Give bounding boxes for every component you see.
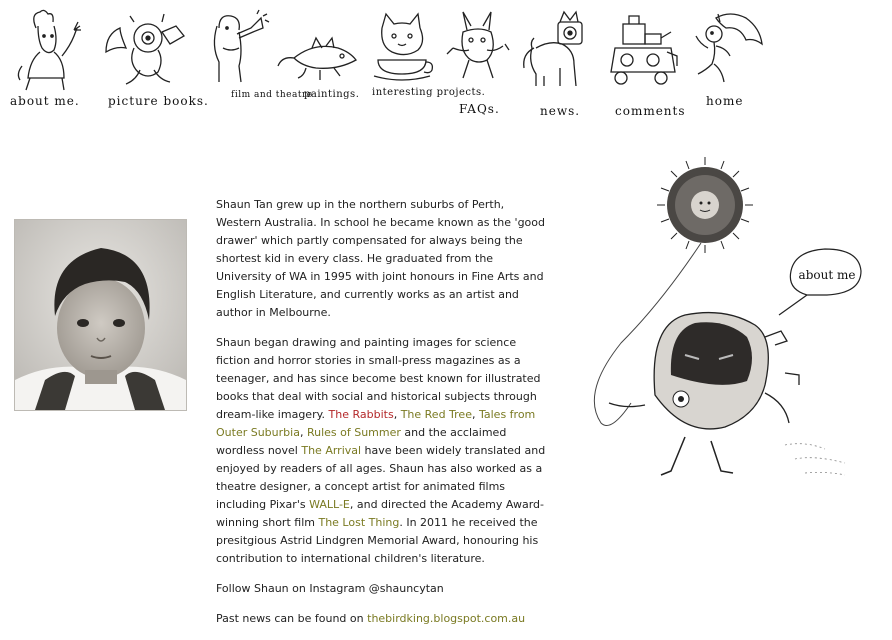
separator: , <box>471 408 479 421</box>
link-wall-e[interactable]: WALL-E <box>309 498 350 511</box>
bio-paragraph <box>216 196 546 322</box>
nav-picture-books[interactable] <box>100 8 209 120</box>
machine-icon <box>605 8 685 90</box>
separator: , <box>299 426 307 439</box>
link-blog[interactable]: thebirdking.blogspot.com.au <box>367 612 526 625</box>
nav-label: picture books. <box>108 94 209 108</box>
trumpet-player-icon <box>205 8 275 88</box>
nav-label: FAQs. <box>459 102 500 116</box>
robot-illustration <box>585 155 885 495</box>
bio-paragraph <box>216 334 546 568</box>
nav-news[interactable] <box>520 8 595 120</box>
speech-bubble <box>779 249 861 315</box>
cat-tv-icon <box>520 8 595 90</box>
nav-comments[interactable] <box>605 8 685 120</box>
speech-bubble-text: about me <box>798 268 856 282</box>
nav-label: paintings. <box>304 89 360 100</box>
link-the-lost-thing[interactable]: The Lost Thing <box>318 516 400 529</box>
bio-paragraph <box>216 580 546 598</box>
nav-label: interesting projects. <box>372 87 486 98</box>
bio-text: Past news can be found on <box>216 612 368 625</box>
bio-text: Shaun began drawing and painting images for science fiction and horror stories in small-press magazines as a teenager, and has since become best known for illustrated books that deal with social and historical subjects through dream-like imagery. <box>216 336 541 421</box>
nav-label: about me. <box>10 94 80 108</box>
chef-figure-icon <box>8 8 88 93</box>
bio-text: Shaun Tan grew up in the northern suburbs of Perth, Western Australia. In school he became known as the 'good drawer' which partly compensated for always being the shortest kid in every class. He graduated from the University of WA in 1995 with joint honours in Fine Arts and English Literature, and currently works as an artist and author in Melbourne. <box>216 198 545 319</box>
link-tales-from-outer-suburbia[interactable]: Tales from Outer Suburbia <box>216 408 536 439</box>
bio-text: and the acclaimed wordless novel <box>216 426 507 457</box>
nav-about-me[interactable] <box>8 8 88 120</box>
nav-faqs[interactable] <box>443 8 513 120</box>
nav-film-and-theatre[interactable] <box>205 8 313 120</box>
bio-text: . In 2011 he received the presitgious Astrid Lindgren Memorial Award, honouring his contribution to international children's literature. <box>216 516 539 565</box>
dancing-figure-icon <box>690 8 770 90</box>
bio-text: have been widely translated and enjoyed by readers of all ages. Shaun has also worked as a theatre designer, a concept artist for animated films including Pixar's <box>216 444 546 511</box>
instagram-text: Follow Shaun on Instagram @shauncytan <box>216 582 444 595</box>
cat-teacup-icon <box>368 8 438 86</box>
nav-label: comments <box>615 104 686 118</box>
separator: , <box>393 408 401 421</box>
link-the-rabbits[interactable]: The Rabbits <box>328 408 394 421</box>
winged-creature-icon <box>100 8 200 93</box>
bio-text: , and directed the Academy Award-winning short film <box>216 498 544 529</box>
nav-paintings[interactable] <box>272 8 362 120</box>
bio-content <box>216 196 546 640</box>
childhood-photo <box>14 219 187 411</box>
bio-paragraph <box>216 610 546 628</box>
fish-creature-icon <box>272 8 362 88</box>
main-navigation <box>0 0 892 125</box>
rabbit-creature-icon <box>443 8 513 88</box>
nav-label: home <box>706 94 744 108</box>
link-the-red-tree[interactable]: The Red Tree <box>400 408 472 421</box>
nav-home[interactable] <box>690 8 770 120</box>
robot-figure-icon <box>609 313 845 475</box>
link-the-arrival[interactable]: The Arrival <box>301 444 362 457</box>
nav-label: film and theatre <box>231 90 313 100</box>
nav-label: news. <box>540 104 581 118</box>
link-rules-of-summer[interactable]: Rules of Summer <box>306 426 401 439</box>
